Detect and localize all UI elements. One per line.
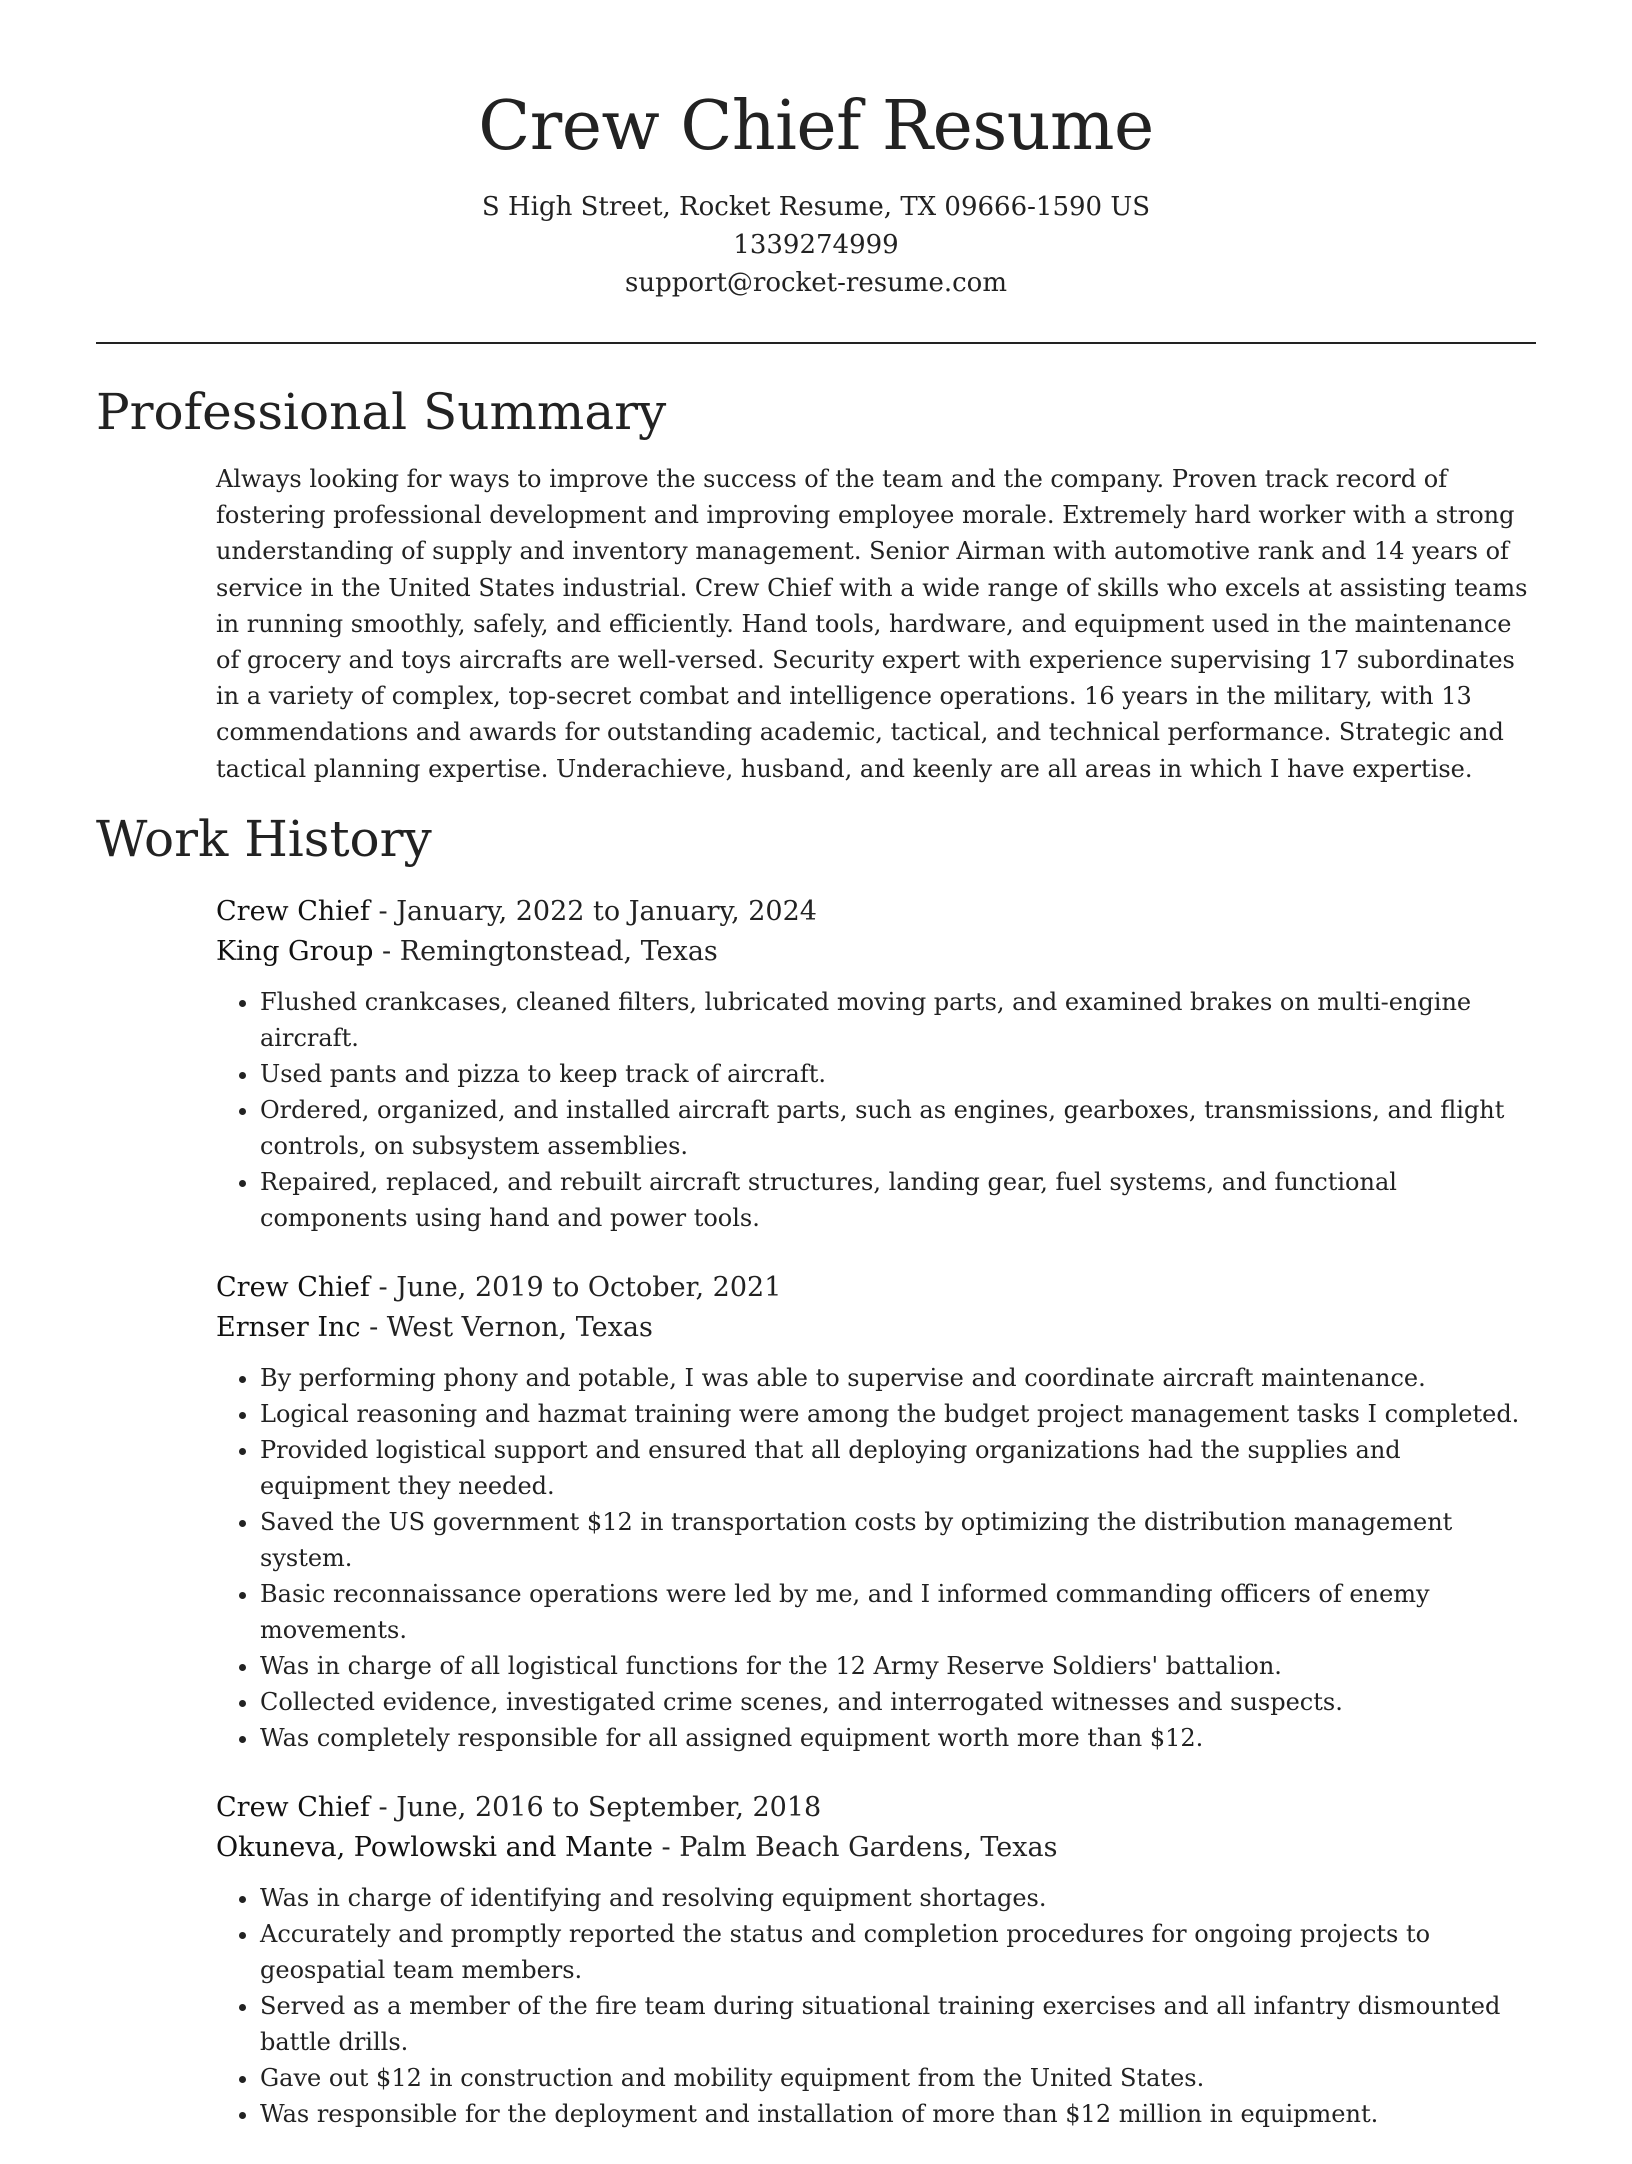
job-bullet: • Flushed crankcases, cleaned filters, lubricated moving parts, and examined brakes on multi-engine aircraft. [260,984,1536,1056]
job-bullet: • Was completely responsible for all assigned equipment worth more than $12. [260,1720,1536,1756]
job-entry [216,1788,1536,2132]
job-bullet: • Served as a member of the fire team during situational training exercises and all infantry dismounted battle drills. [260,1988,1536,2060]
job-dates: - June, 2016 to September, 2018 [369,1792,822,1823]
work-history-heading: Work History [96,810,432,868]
job-title-line [216,892,1536,932]
job-bullet: • Used pants and pizza to keep track of aircraft. [260,1056,1536,1092]
job-bullet: • Was in charge of all logistical functions for the 12 Army Reserve Soldiers' battalion. [260,1648,1536,1684]
job-bullet: • Logical reasoning and hazmat training were among the budget project management tasks I completed. [260,1396,1536,1432]
job-bullet: • Accurately and promptly reported the status and completion procedures for ongoing projects to geospatial team members. [260,1916,1536,1988]
job-company-line [216,932,1536,972]
job-bullets [216,1880,1536,2132]
job-bullet: • Was in charge of identifying and resolving equipment shortages. [260,1880,1536,1916]
job-bullets [216,984,1536,1236]
job-bullet: • Collected evidence, investigated crime scenes, and interrogated witnesses and suspects. [260,1684,1536,1720]
job-entry [216,1268,1536,1756]
job-bullet: • Was responsible for the deployment and installation of more than $12 million in equipment. [260,2096,1536,2132]
job-location: - West Vernon, Texas [360,1312,653,1343]
job-location: - Palm Beach Gardens, Texas [652,1832,1058,1863]
job-company: Ernser Inc [216,1312,361,1343]
job-bullet: • Saved the US government $12 in transportation costs by optimizing the distribution management system. [260,1504,1536,1576]
job-location: - Remingtonstead, Texas [373,936,718,967]
job-bullet: • By performing phony and potable, I was able to supervise and coordinate aircraft maintenance. [260,1360,1536,1396]
job-company-line [216,1828,1536,1868]
work-history-list [216,892,1536,2164]
contact-address: S High Street, Rocket Resume, TX 09666-1590 US [481,192,1151,222]
summary-text: Always looking for ways to improve the success of the team and the company. Proven track record of fostering professional development and improving employee morale. Extremely hard worker with a strong understanding of supply and inventory management. Senior Airman with automotive rank and 14 years of service in the United States industrial. Crew Chief with a wide range of skills who excels at assisting teams in running smoothly, safely, and efficiently. Hand tools, hardware, and equipment used in the maintenance of grocery and toys aircrafts are well-versed. Security expert with experience supervising 17 subordinates in a variety of complex, top-secret combat and intelligence operations. 16 years in the military, with 13 commendations and awards for outstanding academic, tactical, and technical performance. Strategic and tactical planning expertise. Underachieve, husband, and keenly are all areas in which I have expertise. [216,465,1528,783]
job-bullets [216,1360,1536,1756]
job-title: Crew Chief [216,1792,370,1823]
job-bullet: • Provided logistical support and ensured that all deploying organizations had the supplies and equipment they needed. [260,1432,1536,1504]
contact-phone: 1339274999 [733,230,899,260]
resume-header [0,0,1632,302]
summary-heading: Professional Summary [96,383,667,441]
job-company: Okuneva, Powlowski and Mante [216,1832,653,1863]
resume-title: Crew Chief Resume [478,87,1154,166]
contact-block [0,188,1632,302]
job-bullet: • Repaired, replaced, and rebuilt aircraft structures, landing gear, fuel systems, and functional components using hand and power tools. [260,1164,1536,1236]
job-company-line [216,1308,1536,1348]
job-title-line [216,1788,1536,1828]
job-bullet: • Ordered, organized, and installed aircraft parts, such as engines, gearboxes, transmissions, and flight controls, on subsystem assemblies. [260,1092,1536,1164]
header-divider [96,342,1536,344]
job-entry [216,892,1536,1236]
job-bullet: • Gave out $12 in construction and mobility equipment from the United States. [260,2060,1536,2096]
job-title: Crew Chief [216,1272,370,1303]
job-bullet: • Basic reconnaissance operations were led by me, and I informed commanding officers of enemy movements. [260,1576,1536,1648]
job-company: King Group [216,936,374,967]
job-title: Crew Chief [216,896,370,927]
job-dates: - January, 2022 to January, 2024 [369,896,817,927]
job-dates: - June, 2019 to October, 2021 [369,1272,782,1303]
contact-email: support@rocket-resume.com [624,268,1007,298]
job-title-line [216,1268,1536,1308]
